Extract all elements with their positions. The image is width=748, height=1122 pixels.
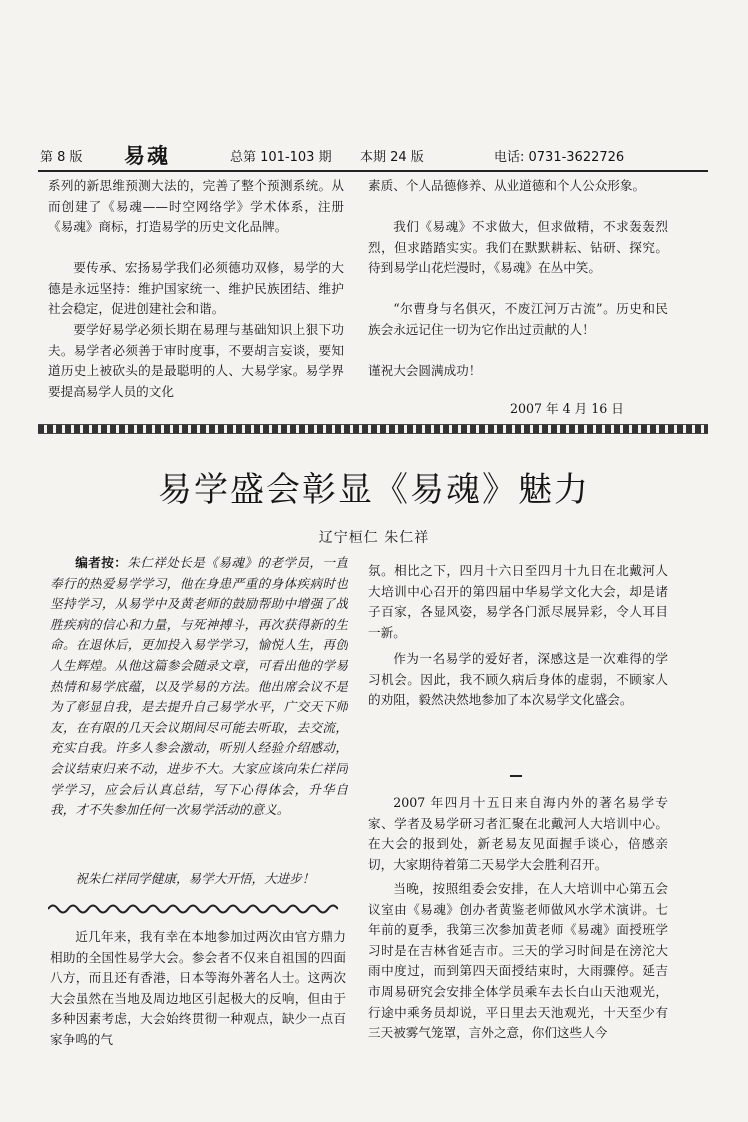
paragraph: 作为一名易学的爱好者，深感这是一次难得的学习机会。因此，我不顾久病后身体的虚弱，不顾家人的劝阻，毅然决然地参加了本次易学文化盛会。 (368, 651, 668, 708)
paragraph: 要传承、宏扬易学我们必须德功双修，易学的大德是永远坚持：维护国家统一、维护民族团结、维护社会稳定，促进创建社会和谐。 (48, 260, 344, 317)
editor-wish: 祝朱仁祥同学健康，易学大开悟，大进步！ (75, 871, 315, 886)
phone-number: 电话: 0731-3622726 (494, 150, 625, 165)
editor-note-label: 编者按： (75, 555, 128, 570)
previous-article-right-column (368, 176, 668, 382)
decorative-divider (38, 424, 708, 434)
paragraph: 当晚，按照组委会安排，在人大培训中心第五会议室由《易魂》创办者黄鉴老师做风水学术演讲。七年前的夏季，我第三次参加黄老师《易魂》面授班学习时是在吉林省延吉市。三天的学习时间是在滂沱大雨中度过，而到第四天面授结束时，大雨骤停。延吉市周易研究会安排全体学员乘车去长白山天池观光，行途中乘务员却说，平日里去天池观光，十天至少有三天被雾气笼罩，言外之意，你们这些人今 (368, 881, 668, 1041)
editor-note (50, 553, 348, 893)
paragraph: “尔曹身与名俱灭，不废江河万古流”。历史和民族会永远记住一切为它作出过贡献的人！ (368, 301, 668, 337)
article-author: 辽宁桓仁 朱仁祥 (318, 530, 430, 546)
paragraph: 系列的新思维预测大法的，完善了整个预测系统。从而创建了《易魂——时空网络学》学术体系，注册《易魂》商标，打造易学的历史文化品牌。 (48, 178, 344, 235)
article-title: 易学盛会彰显《易魂》魅力 (158, 470, 590, 510)
article-left-body (50, 927, 346, 1071)
paragraph: 要学好易学必须长期在易理与基础知识上狠下功夫。易学者必须善于审时度事，不要胡言妄谈，要知道历史上被砍头的是最聪明的人、大易学家。易学界要提高易学人员的文化 (48, 322, 344, 399)
edition-number: 第 8 版 (40, 150, 83, 165)
paper-logo: 易魂 (124, 143, 170, 168)
wave-divider (48, 902, 338, 916)
article-right-top (368, 561, 668, 731)
closing-wish: 谨祝大会圆满成功！ (368, 363, 482, 378)
previous-article-left-column (48, 176, 344, 402)
page-header (38, 140, 708, 168)
header-rule (38, 170, 708, 172)
paragraph: 素质、个人品德修养、从业道德和个人公众形象。 (368, 178, 646, 193)
section-mark (510, 775, 522, 777)
article-right-bottom (368, 793, 668, 1085)
paragraph: 2007 年四月十五日来自海内外的著名易学专家、学者及易学研习者汇聚在北戴河人大培训中心。在大会的报到处，新老易友见面握手谈心，倍感亲切，大家期待着第二天易学大会胜利召开。 (368, 795, 668, 872)
paragraph: 氛。相比之下，四月十六日至四月十九日在北戴河人大培训中心召开的第四届中华易学文化大会，却是诸子百家，各显风姿，易学各门派尽展异彩，令人耳目一新。 (368, 563, 668, 640)
total-issue: 总第 101-103 期 (230, 150, 332, 165)
article-date: 2007 年 4 月 16 日 (510, 401, 624, 416)
paragraph: 我们《易魂》不求做大，但求做精，不求轰轰烈烈，但求踏踏实实。我们在默默耕耘、钻研、探究。待到易学山花烂漫时，《易魂》在丛中笑。 (368, 219, 668, 276)
paragraph: 近几年来，我有幸在本地参加过两次由官方鼎力相助的全国性易学大会。参会者不仅来自祖国的四面八方，而且还有香港，日本等海外著名人士。这两次大会虽然在当地及周边地区引起极大的反响，但由于多种因素考虑，大会始终贯彻一种观点，缺少一点百家争鸣的气 (50, 929, 346, 1047)
editor-note-text: 编者按：朱仁祥处长是《易魂》的老学员，一直奉行的热爱易学学习，他在身患严重的身体疾病时也坚持学习，从易学中及黄老师的鼓励帮助中增强了战胜疾病的信心和力量，与死神搏斗，再次获得新的生命。在退休后，更加投入易学学习，愉悦人生，再创人生辉煌。从他这篇参会随录文章，可看出他的学易热情和易学底蕴，以及学易的方法。他出席会议不是为了彰显自我，是去提升自己易学水平，广交天下师友，在有限的几天会议期间尽可能去听取，去交流，充实自我。许多人参会激动，听别人经验介绍感动，会议结束归来不动，进步不大。大家应该向朱仁祥同学学习，应会后认真总结，写下心得体会，升华自我，才不失参加任何一次易学活动的意义。 (50, 555, 348, 818)
this-issue: 本期 24 版 (360, 150, 424, 165)
